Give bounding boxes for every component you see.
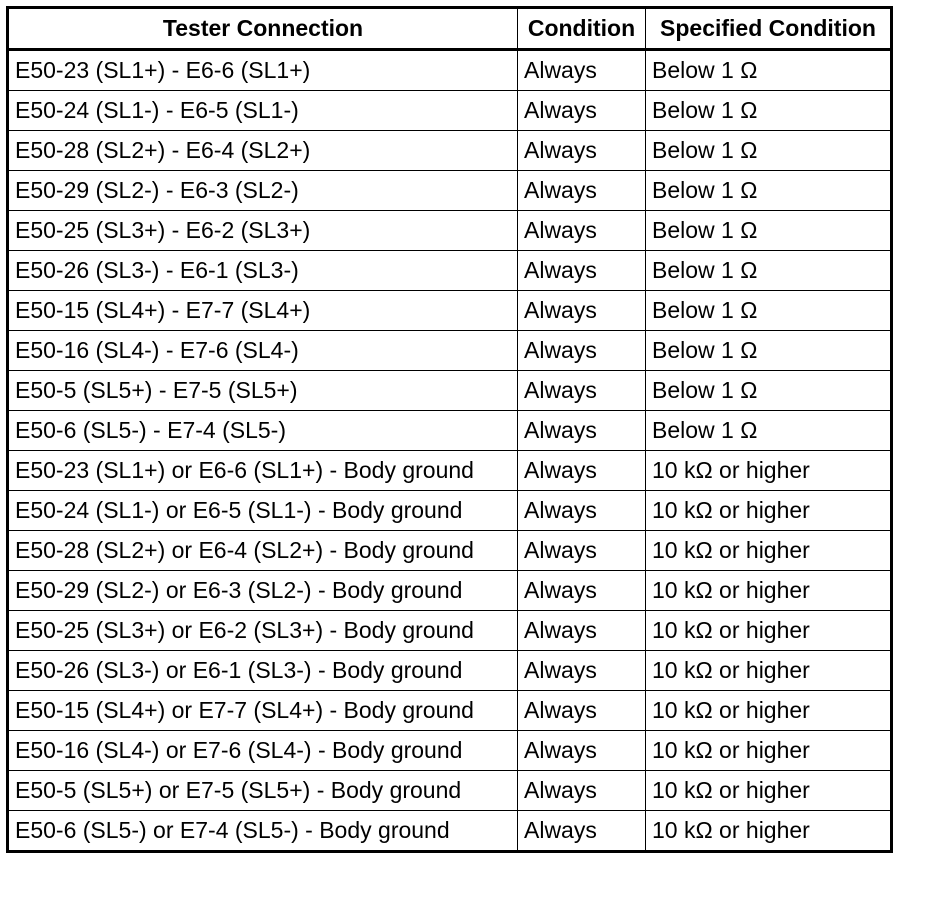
cell-tester-connection: E50-15 (SL4+) - E7-7 (SL4+) bbox=[8, 291, 518, 331]
cell-specified-condition: Below 1 Ω bbox=[646, 251, 892, 291]
cell-tester-connection: E50-23 (SL1+) - E6-6 (SL1+) bbox=[8, 50, 518, 91]
cell-tester-connection: E50-23 (SL1+) or E6-6 (SL1+) - Body ground bbox=[8, 451, 518, 491]
cell-condition: Always bbox=[518, 91, 646, 131]
cell-tester-connection: E50-6 (SL5-) or E7-4 (SL5-) - Body ground bbox=[8, 811, 518, 852]
cell-tester-connection: E50-24 (SL1-) or E6-5 (SL1-) - Body ground bbox=[8, 491, 518, 531]
cell-condition: Always bbox=[518, 50, 646, 91]
table-header bbox=[8, 8, 892, 50]
table-row bbox=[8, 611, 892, 651]
table-row bbox=[8, 491, 892, 531]
cell-specified-condition: Below 1 Ω bbox=[646, 50, 892, 91]
cell-condition: Always bbox=[518, 651, 646, 691]
table-row bbox=[8, 171, 892, 211]
cell-condition: Always bbox=[518, 491, 646, 531]
cell-tester-connection: E50-5 (SL5+) or E7-5 (SL5+) - Body ground bbox=[8, 771, 518, 811]
table-row bbox=[8, 131, 892, 171]
cell-specified-condition: 10 kΩ or higher bbox=[646, 651, 892, 691]
table-row bbox=[8, 91, 892, 131]
cell-tester-connection: E50-25 (SL3+) - E6-2 (SL3+) bbox=[8, 211, 518, 251]
table-row bbox=[8, 651, 892, 691]
header-tester-connection: Tester Connection bbox=[8, 8, 518, 50]
cell-tester-connection: E50-26 (SL3-) or E6-1 (SL3-) - Body ground bbox=[8, 651, 518, 691]
cell-specified-condition: 10 kΩ or higher bbox=[646, 731, 892, 771]
cell-specified-condition: 10 kΩ or higher bbox=[646, 451, 892, 491]
cell-tester-connection: E50-26 (SL3-) - E6-1 (SL3-) bbox=[8, 251, 518, 291]
cell-condition: Always bbox=[518, 451, 646, 491]
cell-condition: Always bbox=[518, 291, 646, 331]
cell-tester-connection: E50-29 (SL2-) - E6-3 (SL2-) bbox=[8, 171, 518, 211]
cell-specified-condition: Below 1 Ω bbox=[646, 131, 892, 171]
cell-specified-condition: 10 kΩ or higher bbox=[646, 531, 892, 571]
cell-condition: Always bbox=[518, 771, 646, 811]
cell-specified-condition: Below 1 Ω bbox=[646, 91, 892, 131]
cell-specified-condition: Below 1 Ω bbox=[646, 171, 892, 211]
cell-specified-condition: Below 1 Ω bbox=[646, 211, 892, 251]
cell-tester-connection: E50-6 (SL5-) - E7-4 (SL5-) bbox=[8, 411, 518, 451]
cell-tester-connection: E50-16 (SL4-) or E7-6 (SL4-) - Body ground bbox=[8, 731, 518, 771]
table-row bbox=[8, 731, 892, 771]
cell-tester-connection: E50-28 (SL2+) - E6-4 (SL2+) bbox=[8, 131, 518, 171]
header-row bbox=[8, 8, 892, 50]
table-row bbox=[8, 411, 892, 451]
cell-condition: Always bbox=[518, 131, 646, 171]
cell-tester-connection: E50-29 (SL2-) or E6-3 (SL2-) - Body ground bbox=[8, 571, 518, 611]
cell-condition: Always bbox=[518, 411, 646, 451]
cell-condition: Always bbox=[518, 331, 646, 371]
cell-condition: Always bbox=[518, 611, 646, 651]
cell-tester-connection: E50-24 (SL1-) - E6-5 (SL1-) bbox=[8, 91, 518, 131]
cell-specified-condition: 10 kΩ or higher bbox=[646, 771, 892, 811]
specification-table bbox=[6, 6, 893, 853]
cell-condition: Always bbox=[518, 531, 646, 571]
cell-condition: Always bbox=[518, 371, 646, 411]
cell-specified-condition: Below 1 Ω bbox=[646, 411, 892, 451]
cell-specified-condition: Below 1 Ω bbox=[646, 331, 892, 371]
cell-tester-connection: E50-5 (SL5+) - E7-5 (SL5+) bbox=[8, 371, 518, 411]
cell-condition: Always bbox=[518, 171, 646, 211]
header-specified-condition: Specified Condition bbox=[646, 8, 892, 50]
table-row bbox=[8, 531, 892, 571]
cell-condition: Always bbox=[518, 691, 646, 731]
cell-condition: Always bbox=[518, 251, 646, 291]
cell-specified-condition: 10 kΩ or higher bbox=[646, 811, 892, 852]
cell-specified-condition: 10 kΩ or higher bbox=[646, 611, 892, 651]
cell-tester-connection: E50-28 (SL2+) or E6-4 (SL2+) - Body ground bbox=[8, 531, 518, 571]
table-row bbox=[8, 811, 892, 852]
cell-specified-condition: 10 kΩ or higher bbox=[646, 691, 892, 731]
cell-specified-condition: Below 1 Ω bbox=[646, 291, 892, 331]
cell-tester-connection: E50-15 (SL4+) or E7-7 (SL4+) - Body ground bbox=[8, 691, 518, 731]
table-row bbox=[8, 251, 892, 291]
table-row bbox=[8, 571, 892, 611]
table-row bbox=[8, 371, 892, 411]
cell-tester-connection: E50-25 (SL3+) or E6-2 (SL3+) - Body ground bbox=[8, 611, 518, 651]
table-row bbox=[8, 451, 892, 491]
cell-specified-condition: Below 1 Ω bbox=[646, 371, 892, 411]
table-row bbox=[8, 291, 892, 331]
header-condition: Condition bbox=[518, 8, 646, 50]
table-row bbox=[8, 211, 892, 251]
cell-condition: Always bbox=[518, 811, 646, 852]
cell-condition: Always bbox=[518, 211, 646, 251]
cell-condition: Always bbox=[518, 571, 646, 611]
cell-specified-condition: 10 kΩ or higher bbox=[646, 571, 892, 611]
cell-tester-connection: E50-16 (SL4-) - E7-6 (SL4-) bbox=[8, 331, 518, 371]
table-body bbox=[8, 50, 892, 852]
table-row bbox=[8, 771, 892, 811]
table-row bbox=[8, 331, 892, 371]
cell-condition: Always bbox=[518, 731, 646, 771]
cell-specified-condition: 10 kΩ or higher bbox=[646, 491, 892, 531]
table-row bbox=[8, 50, 892, 91]
table-row bbox=[8, 691, 892, 731]
